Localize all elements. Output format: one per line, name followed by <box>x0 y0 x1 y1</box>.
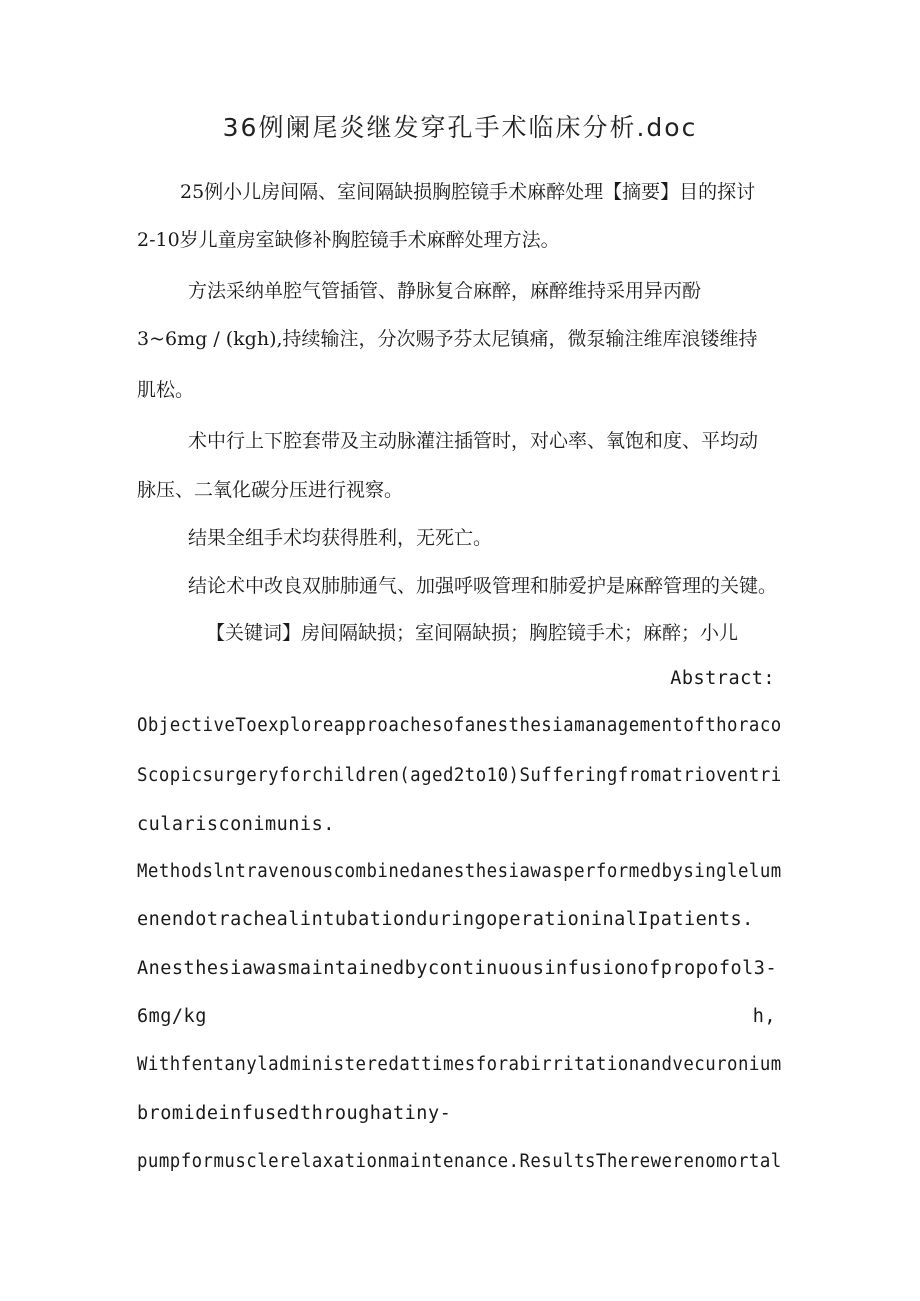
body-line: 结果全组手术均获得胜利，无死亡。 <box>188 527 493 549</box>
abstract-line: Scopicsurgeryforchildren(aged2to10)Sufferingfromatrioventri <box>137 765 782 786</box>
abstract-line: pumpformusclerelaxationmaintenance.ResultsTherewerenomortal <box>137 1151 782 1172</box>
abstract-line: enendotrachealintubationduringoperationinalIpatients. <box>137 909 754 930</box>
abstract-line: 6mg/kg <box>137 1006 207 1027</box>
body-line: 肌松。 <box>137 379 195 401</box>
keywords-line: 【关键词】房间隔缺损；室间隔缺损；胸腔镜手术；麻醉；小儿 <box>206 622 739 644</box>
body-line: 3~6mg / (kgh),持续输注，分次赐予芬太尼镇痛，微泵输注维库浪镂维持 <box>137 328 758 350</box>
body-line: 结论术中改良双肺肺通气、加强呼吸管理和肺爱护是麻醉管理的关键。 <box>188 575 778 597</box>
document-title: 36例阑尾炎继发穿孔手术临床分析.doc <box>222 113 698 142</box>
body-line: 脉压、二氧化碳分压进行视察。 <box>137 479 404 501</box>
body-line: 方法采纳单腔气管插管、静脉复合麻醉，麻醉维持采用异丙酚 <box>188 280 702 302</box>
abstract-heading: Abstract: <box>670 668 775 689</box>
body-line: 术中行上下腔套带及主动脉灌注插管时，对心率、氧饱和度、平均动 <box>188 430 759 452</box>
body-line: 2-10岁儿童房室缺修补胸腔镜手术麻醉处理方法。 <box>137 229 560 251</box>
abstract-line: cularisconimunis. <box>137 814 335 835</box>
body-line: 25例小儿房间隔、室间隔缺损胸腔镜手术麻醉处理【摘要】目的探讨 <box>180 181 756 203</box>
abstract-line: Anesthesiawasmaintainedbycontinuousinfusionofpropofol3- <box>137 958 778 979</box>
abstract-line: Withfentanyladministeredattimesforabirritationandvecuronium <box>137 1054 782 1075</box>
abstract-line: Methodslntravenouscombinedanesthesiawasperformedbysinglelum <box>137 861 782 882</box>
abstract-line: bromideinfusedthroughatiny- <box>137 1103 452 1124</box>
abstract-line-end: h, <box>752 1006 776 1027</box>
abstract-line: ObjectiveToexploreapproachesofanesthesiamanagementofthoraco <box>137 715 782 736</box>
